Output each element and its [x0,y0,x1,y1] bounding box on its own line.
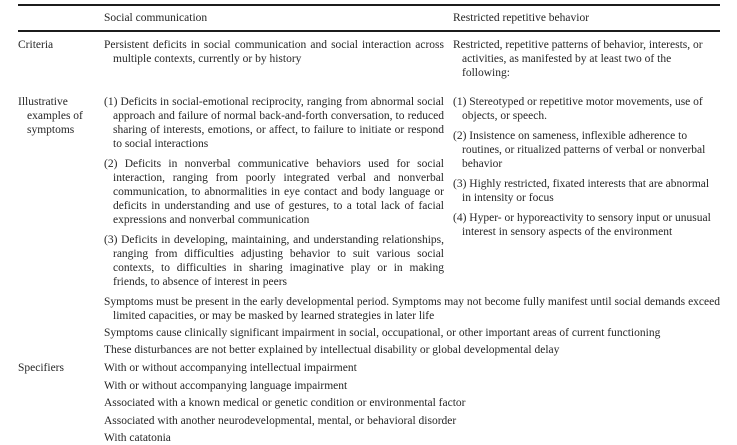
restricted-symptom-item-2: (2) Insistence on sameness, inflexible adherence to routines, or ritualized patterns of verbal or nonverbal behavior [453,130,706,170]
note-label-spacer [18,343,104,357]
note-row-developmental-period [18,295,720,323]
specifiers-list [104,361,720,445]
illustrative-row-label: Illustrative examples of symptoms [18,96,83,136]
note-developmental-period-text: Symptoms must be present in the early developmental period. Symptoms may not become fully manifest until social demands exceed limited capacities, or may be masked by learned strategies in later life [104,296,720,322]
header-label-spacer [18,11,104,25]
illustrative-restricted-cell [444,95,720,295]
specifier-item-language: With or without accompanying language impairment [104,379,348,392]
specifiers-row-label: Specifiers [18,362,64,374]
illustrative-social-cell [104,95,444,295]
note-row-not-better-explained [18,343,720,357]
specifier-item-neurodevelopmental: Associated with another neurodevelopmental, mental, or behavioral disorder [104,414,457,427]
specifiers-row [18,361,720,445]
note-not-better-explained-text: These disturbances are not better explained by intellectual disability or global developmental delay [104,344,560,356]
restricted-symptom-item-1: (1) Stereotyped or repetitive motor movements, use of objects, or speech. [453,96,703,122]
criteria-row [18,32,720,86]
restricted-symptom-item-4: (4) Hyper- or hyporeactivity to sensory input or unusual interest in sensory aspects of the environment [453,212,711,238]
social-symptom-item-1: (1) Deficits in social-emotional reciprocity, ranging from abnormal social approach and failure of normal back-and-forth conversation, to reduced sharing of interests, emotions, or affect, to failure to initiate or respond to social interactions [104,96,444,150]
social-symptom-item-2: (2) Deficits in nonverbal communicative behaviors used for social interaction, ranging from poorly integrated verbal and nonverbal communication, to abnormalities in eye contact and body language or deficits in understanding and use of gestures, to a total lack of facial expressions and nonverbal communication [104,158,444,226]
restricted-symptom-item-3: (3) Highly restricted, fixated interests that are abnormal in intensity or focus [453,178,710,204]
criteria-row-label: Criteria [18,39,54,51]
column-header-social-communication: Social communication [104,12,208,24]
note-clinical-impairment-text: Symptoms cause clinically significant impairment in social, occupational, or other important areas of current functioning [104,327,661,339]
social-symptom-item-3: (3) Deficits in developing, maintaining, and understanding relationships, ranging from difficulties adjusting behavior to suit various social contexts, to difficulties in sharing imaginative play or in making friends, to absence of interest in peers [104,234,444,288]
specifier-item-intellectual: With or without accompanying intellectual impairment [104,362,357,374]
table-header-row [18,6,720,32]
criteria-social-text: Persistent deficits in social communication and social interaction across multiple contexts, currently or by history [104,39,444,65]
specifier-item-catatonia: With catatonia [104,432,171,445]
criteria-restricted-cell [444,38,720,86]
note-label-spacer [18,326,104,340]
illustrative-examples-row [18,95,720,295]
note-row-clinical-impairment [18,326,720,340]
note-label-spacer [18,295,104,323]
specifier-item-medical-genetic: Associated with a known medical or genetic condition or environmental factor [104,397,466,410]
dsm-criteria-table [18,4,720,445]
column-header-restricted-repetitive-behavior: Restricted repetitive behavior [453,12,590,24]
criteria-restricted-text: Restricted, repetitive patterns of behavior, interests, or activities, as manifested by at least two of the following: [453,39,703,79]
